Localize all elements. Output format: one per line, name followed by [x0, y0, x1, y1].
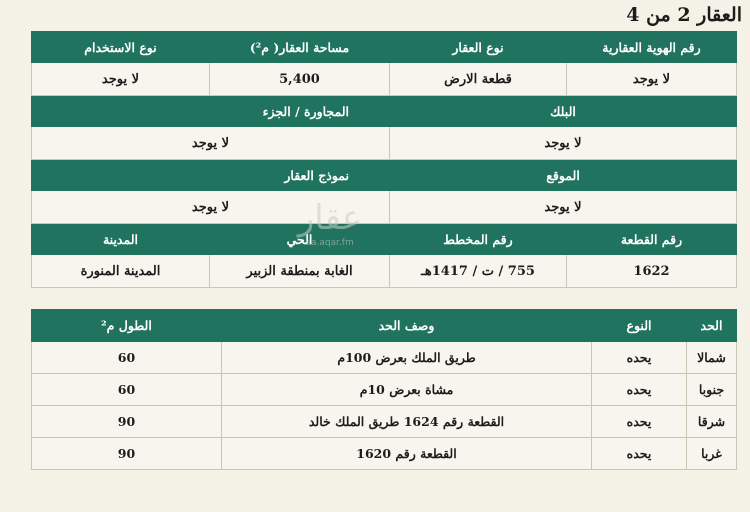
value-cell: لا يوجد — [390, 191, 737, 224]
header-cell: نموذج العقار — [32, 160, 390, 191]
bound-length: 90 — [32, 438, 222, 470]
value-cell: لا يوجد — [32, 63, 210, 96]
header-cell: مساحة العقار( م²) — [210, 32, 390, 63]
value-row — [32, 255, 737, 288]
header-row — [32, 224, 737, 255]
header-row — [32, 310, 737, 342]
header-cell: وصف الحد — [222, 310, 592, 342]
bound-type: يحده — [592, 374, 687, 406]
watermark-url: sa.aqar.fm — [306, 238, 354, 248]
value-row — [32, 63, 737, 96]
table-row — [32, 342, 737, 374]
header-cell: نوع العقار — [390, 32, 567, 63]
table-row — [32, 406, 737, 438]
header-cell: الحي — [210, 224, 390, 255]
bound-length: 60 — [32, 374, 222, 406]
bound-type: يحده — [592, 342, 687, 374]
property-title: العقار 2 من 4 — [626, 4, 742, 26]
value-cell: 1622 — [567, 255, 737, 288]
bound-description: طريق الملك بعرض 100م — [222, 342, 592, 374]
bound-length: 60 — [32, 342, 222, 374]
header-cell: رقم المخطط — [390, 224, 567, 255]
bound-direction: جنوبا — [687, 374, 737, 406]
header-row — [32, 160, 737, 191]
table-row — [32, 374, 737, 406]
bound-description: مشاة بعرض 10م — [222, 374, 592, 406]
value-row — [32, 127, 737, 160]
header-cell: النوع — [592, 310, 687, 342]
property-details-table — [31, 31, 737, 288]
header-row — [32, 32, 737, 63]
bound-direction: غربا — [687, 438, 737, 470]
value-cell: الغابة بمنطقة الزبير — [210, 255, 390, 288]
header-cell: الحد — [687, 310, 737, 342]
bound-description: القطعة رقم 1624 طريق الملك خالد — [222, 406, 592, 438]
value-cell: لا يوجد — [32, 191, 390, 224]
bound-direction: شرقا — [687, 406, 737, 438]
bound-type: يحده — [592, 406, 687, 438]
header-cell: المجاورة / الجزء — [32, 96, 390, 127]
bound-length: 90 — [32, 406, 222, 438]
property-bounds-table — [31, 309, 737, 470]
header-row — [32, 96, 737, 127]
value-row — [32, 191, 737, 224]
watermark-text: عقار — [297, 198, 363, 238]
value-cell: 5,400 — [210, 63, 390, 96]
value-cell: لا يوجد — [390, 127, 737, 160]
value-cell: قطعة الارض — [390, 63, 567, 96]
header-cell: الموقع — [390, 160, 737, 191]
bound-direction: شمالا — [687, 342, 737, 374]
header-cell: المدينة — [32, 224, 210, 255]
table-row — [32, 438, 737, 470]
bound-description: القطعة رقم 1620 — [222, 438, 592, 470]
value-cell: المدينة المنورة — [32, 255, 210, 288]
header-cell: نوع الاستخدام — [32, 32, 210, 63]
value-cell: لا يوجد — [567, 63, 737, 96]
header-cell: رقم القطعة — [567, 224, 737, 255]
value-cell: 755 / ت / 1417هـ — [390, 255, 567, 288]
header-cell: البلك — [390, 96, 737, 127]
header-cell: الطول م² — [32, 310, 222, 342]
header-cell: رقم الهوية العقارية — [567, 32, 737, 63]
bound-type: يحده — [592, 438, 687, 470]
value-cell: لا يوجد — [32, 127, 390, 160]
